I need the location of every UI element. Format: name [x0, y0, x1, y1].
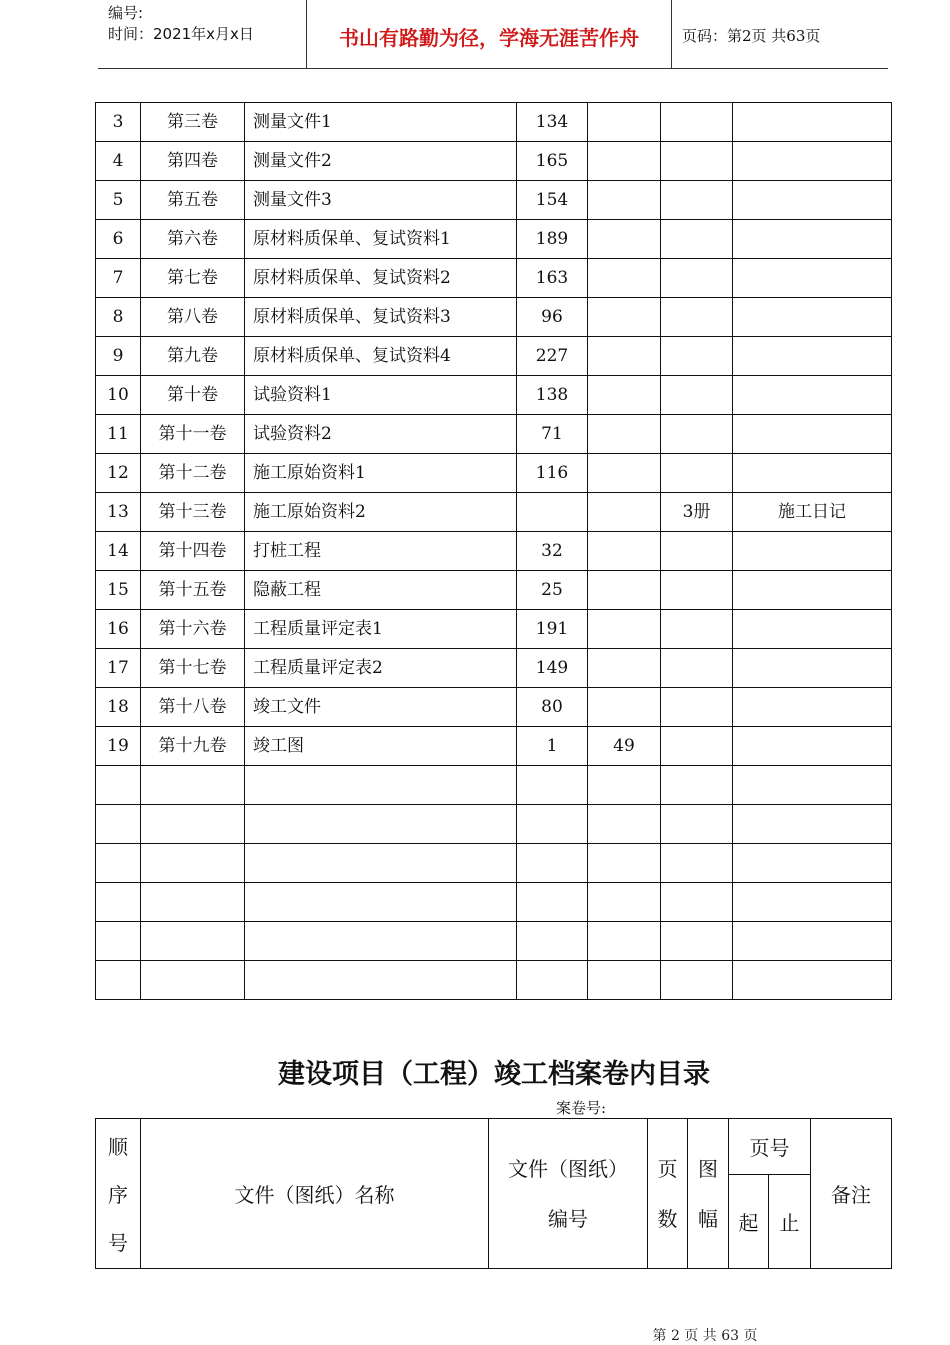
- page-count-cell: 163: [517, 259, 588, 298]
- table-row: [96, 532, 892, 571]
- remark-cell: [733, 844, 892, 883]
- file-name-cell: 测量文件3: [245, 181, 517, 220]
- file-name-cell: 原材料质保单、复试资料4: [245, 337, 517, 376]
- row-number-cell: 12: [96, 454, 141, 493]
- booklet-count-cell: [661, 532, 733, 571]
- row-number-cell: 8: [96, 298, 141, 337]
- remark-cell: [733, 961, 892, 1000]
- page-footer: 第 2 页 共 63 页: [652, 1328, 758, 1344]
- file-name-cell: [245, 961, 517, 1000]
- file-name-cell: 施工原始资料2: [245, 493, 517, 532]
- booklet-count-cell: [661, 220, 733, 259]
- row-number-cell: 17: [96, 649, 141, 688]
- page-header: [98, 0, 888, 69]
- file-name-cell: [245, 766, 517, 805]
- booklet-count-cell: [661, 961, 733, 1000]
- booklet-count-cell: [661, 298, 733, 337]
- volume-name-cell: 第十一卷: [141, 415, 245, 454]
- drawing-count-cell: [588, 883, 661, 922]
- page-count-cell: 1: [517, 727, 588, 766]
- volume-number-label: 案卷号:: [556, 1099, 607, 1117]
- row-number-cell: 10: [96, 376, 141, 415]
- row-number-cell: 13: [96, 493, 141, 532]
- header-file-code-line1: 文件（图纸）: [508, 1156, 628, 1181]
- table-row: [96, 805, 892, 844]
- row-number-cell: [96, 844, 141, 883]
- volume-name-cell: 第十二卷: [141, 454, 245, 493]
- row-number-cell: 3: [96, 103, 141, 142]
- file-name-cell: [245, 805, 517, 844]
- header-pages-char: 数: [657, 1206, 678, 1231]
- row-number-cell: 18: [96, 688, 141, 727]
- row-number-cell: 19: [96, 727, 141, 766]
- header-start: 起: [729, 1175, 769, 1269]
- header-end: 止: [769, 1175, 811, 1269]
- volume-name-cell: 第十七卷: [141, 649, 245, 688]
- header-divider: [671, 0, 672, 68]
- drawing-count-cell: [588, 415, 661, 454]
- row-number-cell: 7: [96, 259, 141, 298]
- row-number-cell: 14: [96, 532, 141, 571]
- page-count-cell: 189: [517, 220, 588, 259]
- remark-cell: [733, 181, 892, 220]
- file-name-cell: 隐蔽工程: [245, 571, 517, 610]
- file-name-cell: 原材料质保单、复试资料1: [245, 220, 517, 259]
- header-file-name-text: 文件（图纸）名称: [234, 1183, 395, 1207]
- table-row: [96, 493, 892, 532]
- table-row: [96, 142, 892, 181]
- header-seq-char: 序: [108, 1182, 128, 1207]
- remark-cell: [733, 142, 892, 181]
- remark-cell: [733, 805, 892, 844]
- header-seq-char: 顺: [108, 1134, 128, 1159]
- header-page-no: 页号: [729, 1119, 811, 1175]
- drawing-count-cell: [588, 688, 661, 727]
- volume-name-cell: [141, 805, 245, 844]
- drawing-count-cell: [588, 532, 661, 571]
- table-row: [96, 883, 892, 922]
- remark-cell: [733, 103, 892, 142]
- header-seq-char: 号: [108, 1231, 128, 1256]
- drawing-count-cell: [588, 649, 661, 688]
- booklet-count-cell: 3册: [661, 493, 733, 532]
- remark-cell: [733, 727, 892, 766]
- remark-cell: [733, 259, 892, 298]
- row-number-cell: 4: [96, 142, 141, 181]
- drawing-count-cell: [588, 493, 661, 532]
- file-name-cell: 测量文件1: [245, 103, 517, 142]
- booklet-count-cell: [661, 103, 733, 142]
- remark-cell: [733, 610, 892, 649]
- doc-number-label: 编号:: [108, 4, 144, 22]
- page-count-cell: 191: [517, 610, 588, 649]
- volume-name-cell: 第十四卷: [141, 532, 245, 571]
- page-count-cell: [517, 961, 588, 1000]
- header-size-char: 图: [698, 1156, 718, 1181]
- header-size-char: 幅: [698, 1206, 718, 1231]
- remark-cell: 施工日记: [733, 493, 892, 532]
- booklet-count-cell: [661, 688, 733, 727]
- drawing-count-cell: [588, 103, 661, 142]
- file-name-cell: 竣工图: [245, 727, 517, 766]
- page-count-cell: 116: [517, 454, 588, 493]
- table-row: [96, 766, 892, 805]
- drawing-count-cell: [588, 571, 661, 610]
- drawing-count-cell: [588, 766, 661, 805]
- file-name-cell: 试验资料2: [245, 415, 517, 454]
- file-name-cell: 测量文件2: [245, 142, 517, 181]
- remark-cell: [733, 766, 892, 805]
- page-count-cell: [517, 883, 588, 922]
- booklet-count-cell: [661, 454, 733, 493]
- volume-name-cell: 第八卷: [141, 298, 245, 337]
- table-row: [96, 454, 892, 493]
- remark-cell: [733, 298, 892, 337]
- page-count-cell: [517, 922, 588, 961]
- drawing-count-cell: [588, 337, 661, 376]
- table-row: [96, 727, 892, 766]
- volume-name-cell: 第九卷: [141, 337, 245, 376]
- row-number-cell: [96, 766, 141, 805]
- header-page-number: 页码：第2页 共63页: [682, 27, 821, 45]
- file-name-cell: 工程质量评定表1: [245, 610, 517, 649]
- page-count-cell: 32: [517, 532, 588, 571]
- booklet-count-cell: [661, 805, 733, 844]
- drawing-count-cell: [588, 298, 661, 337]
- booklet-count-cell: [661, 181, 733, 220]
- page-count-cell: 154: [517, 181, 588, 220]
- remark-cell: [733, 688, 892, 727]
- remark-cell: [733, 649, 892, 688]
- page-count-cell: 80: [517, 688, 588, 727]
- drawing-count-cell: [588, 610, 661, 649]
- table-row: [96, 649, 892, 688]
- header-file-name: [141, 1119, 489, 1269]
- volume-name-cell: 第十卷: [141, 376, 245, 415]
- remark-cell: [733, 337, 892, 376]
- file-name-cell: 试验资料1: [245, 376, 517, 415]
- booklet-count-cell: [661, 649, 733, 688]
- row-number-cell: [96, 922, 141, 961]
- booklet-count-cell: [661, 415, 733, 454]
- volume-name-cell: 第四卷: [141, 142, 245, 181]
- table-row: [96, 610, 892, 649]
- drawing-count-cell: [588, 259, 661, 298]
- booklet-count-cell: [661, 571, 733, 610]
- booklet-count-cell: [661, 727, 733, 766]
- booklet-count-cell: [661, 883, 733, 922]
- drawing-count-cell: [588, 922, 661, 961]
- file-name-cell: 施工原始资料1: [245, 454, 517, 493]
- page-count-cell: 25: [517, 571, 588, 610]
- row-number-cell: [96, 961, 141, 1000]
- volume-name-cell: [141, 883, 245, 922]
- row-number-cell: 11: [96, 415, 141, 454]
- remark-cell: [733, 883, 892, 922]
- table-row: [96, 922, 892, 961]
- page-count-cell: [517, 766, 588, 805]
- remark-cell: [733, 454, 892, 493]
- remark-cell: [733, 415, 892, 454]
- header-motto: 书山有路勤为径，学海无涯苦作舟: [339, 26, 639, 50]
- table-row: [96, 298, 892, 337]
- row-number-cell: 6: [96, 220, 141, 259]
- file-name-cell: 打桩工程: [245, 532, 517, 571]
- header-file-code: [489, 1119, 648, 1269]
- volume-name-cell: 第六卷: [141, 220, 245, 259]
- volume-list-table: [95, 102, 892, 1000]
- table-row: [96, 961, 892, 1000]
- table-row: [96, 571, 892, 610]
- volume-name-cell: 第十九卷: [141, 727, 245, 766]
- file-name-cell: 工程质量评定表2: [245, 649, 517, 688]
- volume-name-cell: 第十六卷: [141, 610, 245, 649]
- page-count-cell: 71: [517, 415, 588, 454]
- volume-name-cell: 第五卷: [141, 181, 245, 220]
- volume-list-body: [96, 103, 892, 1000]
- remark-cell: [733, 532, 892, 571]
- booklet-count-cell: [661, 922, 733, 961]
- booklet-count-cell: [661, 259, 733, 298]
- header-pages: [648, 1119, 688, 1269]
- catalog-header-table: [95, 1118, 892, 1269]
- remark-cell: [733, 571, 892, 610]
- booklet-count-cell: [661, 337, 733, 376]
- table-row: [96, 844, 892, 883]
- row-number-cell: 15: [96, 571, 141, 610]
- file-name-cell: [245, 883, 517, 922]
- volume-name-cell: [141, 922, 245, 961]
- volume-name-cell: [141, 961, 245, 1000]
- header-size: [688, 1119, 729, 1269]
- header-remark: 备注: [811, 1119, 892, 1269]
- drawing-count-cell: [588, 844, 661, 883]
- remark-cell: [733, 220, 892, 259]
- booklet-count-cell: [661, 142, 733, 181]
- header-pages-char: 页: [657, 1156, 678, 1181]
- drawing-count-cell: [588, 220, 661, 259]
- row-number-cell: [96, 805, 141, 844]
- page-count-cell: [517, 493, 588, 532]
- volume-name-cell: 第十三卷: [141, 493, 245, 532]
- volume-name-cell: 第十八卷: [141, 688, 245, 727]
- booklet-count-cell: [661, 844, 733, 883]
- volume-name-cell: 第十五卷: [141, 571, 245, 610]
- time-label: 时间：2021年x月x日: [108, 25, 254, 43]
- booklet-count-cell: [661, 610, 733, 649]
- file-name-cell: [245, 844, 517, 883]
- table-row: [96, 220, 892, 259]
- file-name-cell: 竣工文件: [245, 688, 517, 727]
- page-count-cell: 96: [517, 298, 588, 337]
- volume-name-cell: 第七卷: [141, 259, 245, 298]
- row-number-cell: 5: [96, 181, 141, 220]
- volume-name-cell: [141, 766, 245, 805]
- volume-name-cell: [141, 844, 245, 883]
- page-count-cell: [517, 805, 588, 844]
- drawing-count-cell: [588, 376, 661, 415]
- row-number-cell: 9: [96, 337, 141, 376]
- row-number-cell: 16: [96, 610, 141, 649]
- file-name-cell: [245, 922, 517, 961]
- table-row: [96, 376, 892, 415]
- table-row: [96, 103, 892, 142]
- page-count-cell: 227: [517, 337, 588, 376]
- drawing-count-cell: [588, 142, 661, 181]
- header-seq: [96, 1119, 141, 1269]
- header-file-code-line2: 编号: [548, 1206, 588, 1231]
- file-name-cell: 原材料质保单、复试资料2: [245, 259, 517, 298]
- table-row: [96, 415, 892, 454]
- table-row: [96, 181, 892, 220]
- page-count-cell: 134: [517, 103, 588, 142]
- row-number-cell: [96, 883, 141, 922]
- catalog-title: 建设项目（工程）竣工档案卷内目录: [278, 1059, 710, 1090]
- table-row: [96, 259, 892, 298]
- remark-cell: [733, 922, 892, 961]
- drawing-count-cell: [588, 454, 661, 493]
- file-name-cell: 原材料质保单、复试资料3: [245, 298, 517, 337]
- drawing-count-cell: [588, 961, 661, 1000]
- page-count-cell: 165: [517, 142, 588, 181]
- drawing-count-cell: [588, 805, 661, 844]
- drawing-count-cell: [588, 181, 661, 220]
- table-row: [96, 688, 892, 727]
- page-count-cell: 138: [517, 376, 588, 415]
- header-left: [108, 3, 254, 45]
- booklet-count-cell: [661, 766, 733, 805]
- table-row: [96, 337, 892, 376]
- booklet-count-cell: [661, 376, 733, 415]
- remark-cell: [733, 376, 892, 415]
- page-count-cell: [517, 844, 588, 883]
- volume-name-cell: 第三卷: [141, 103, 245, 142]
- drawing-count-cell: 49: [588, 727, 661, 766]
- page-count-cell: 149: [517, 649, 588, 688]
